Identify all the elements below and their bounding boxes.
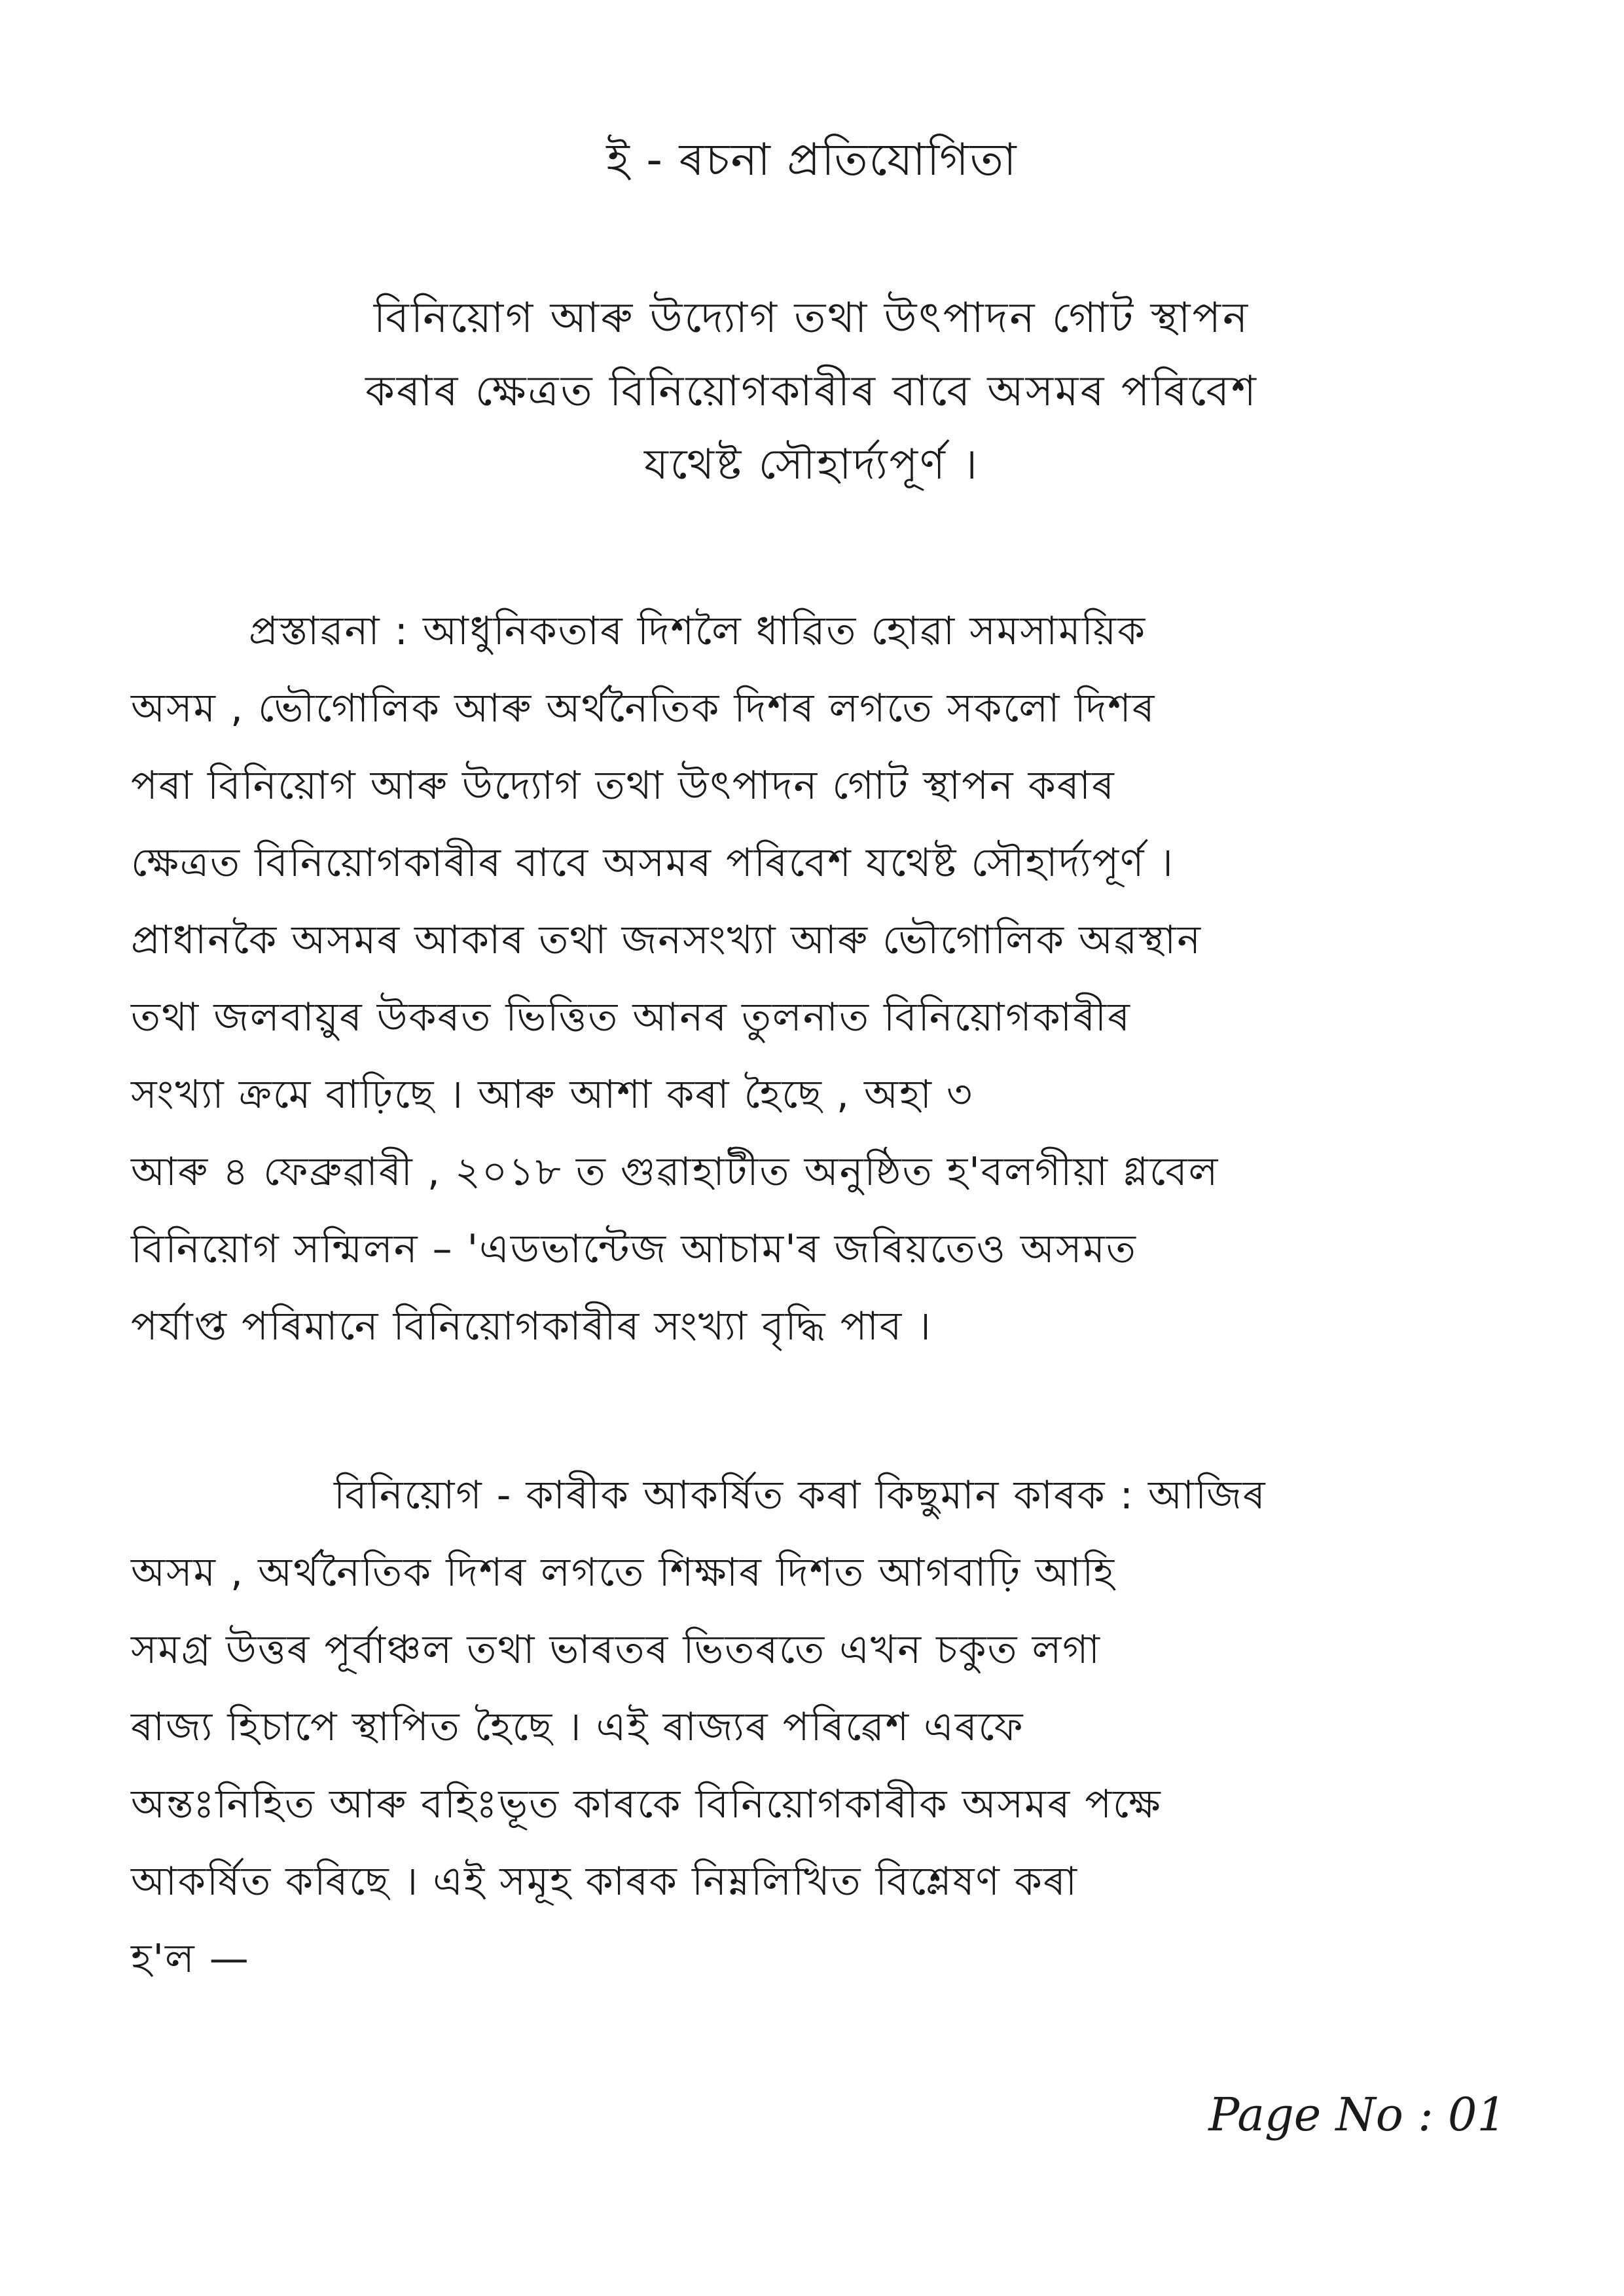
introduction-paragraph (131, 592, 1492, 1365)
essay-topic-line: কৰাৰ ক্ষেত্ৰত বিনিয়োগকাৰীৰ বাবে অসমৰ পৰিবেশ (365, 367, 1258, 416)
paragraph-line: আকৰ্ষিত কৰিছে । এই সমূহ কাৰক নিম্নলিখিত বিশ্লেষণ কৰা (131, 1859, 1079, 1904)
paragraph-line: ক্ষেত্ৰত বিনিয়োগকাৰীৰ বাবে অসমৰ পৰিবেশ যথেষ্ট সৌহাৰ্দ্যপূৰ্ণ । (131, 840, 1175, 886)
paragraph-line: প্ৰস্তাৱনা : আধুনিকতাৰ দিশলৈ ধাৱিত হোৱা সমসাময়িক (249, 608, 1147, 654)
essay-topic-line: বিনিয়োগ আৰু উদ্যোগ তথা উৎপাদন গোট স্থাপন (373, 294, 1250, 342)
paragraph-line: পৰা বিনিয়োগ আৰু উদ্যোগ তথা উৎপাদন গোট স্থাপন কৰাৰ (131, 763, 1115, 809)
paragraph-line: ৰাজ্য হিচাপে স্থাপিত হৈছে । এই ৰাজ্যৰ পৰিৱেশ এৰফে (131, 1704, 1024, 1750)
essay-topic (170, 282, 1453, 501)
paragraph-line: অন্তঃনিহিত আৰু বহিঃভূত কাৰকে বিনিয়োগকাৰীক অসমৰ পক্ষে (131, 1781, 1162, 1827)
paragraph-line: আৰু ৪ ফেব্ৰুৱাৰী , ২০১৮ ত গুৱাহাটীত অনুষ্ঠিত হ'বলগীয়া গ্লবেল (131, 1149, 1219, 1195)
paragraph-line: হ'ল — (131, 1936, 250, 1982)
paragraph-line: অসম , অৰ্থনৈতিক দিশৰ লগতে শিক্ষাৰ দিশত আগবাঢ়ি আহি (131, 1550, 1115, 1595)
paragraph-line: পৰ্যাপ্ত পৰিমানে বিনিয়োগকাৰীৰ সংখ্যা বৃদ্ধি পাব । (131, 1303, 932, 1349)
paragraph-line: বিনিয়োগ সন্মিলন – 'এডভান্টেজ আচাম'ৰ জৰিয়তেও অসমত (131, 1226, 1137, 1272)
paragraph-line: অসম , ভৌগোলিক আৰু অৰ্থনৈতিক দিশৰ লগতে সকলো দিশৰ (131, 685, 1156, 731)
factors-paragraph (131, 1457, 1492, 1997)
paragraph-line: তথা জলবায়ুৰ উকৰত ভিত্তিত আনৰ তুলনাত বিনিয়োগকাৰীৰ (131, 994, 1131, 1040)
essay-topic-line: যথেষ্ট সৌহাৰ্দ্যপূৰ্ণ । (643, 441, 980, 489)
paragraph-line: সংখ্যা ক্ৰমে বাঢ়িছে । আৰু আশা কৰা হৈছে , অহা ৩ (131, 1072, 973, 1118)
paragraph-line: প্ৰাধানকৈ অসমৰ আকাৰ তথা জনসংখ্যা আৰু ভৌগোলিক অৱস্থান (131, 917, 1202, 963)
paragraph-line: সমগ্ৰ উত্তৰ পূৰ্বাঞ্চল তথা ভাৰতৰ ভিতৰতে এখন চকুত লগা (131, 1627, 1102, 1673)
paragraph-line: বিনিয়োগ - কাৰীক আকৰ্ষিত কৰা কিছুমান কাৰক : আজিৰ (334, 1472, 1267, 1518)
page-number: Page No : 01 (1208, 2088, 1506, 2141)
document-title: ই - ৰচনা প্ৰতিযোগিতা (606, 134, 1018, 186)
